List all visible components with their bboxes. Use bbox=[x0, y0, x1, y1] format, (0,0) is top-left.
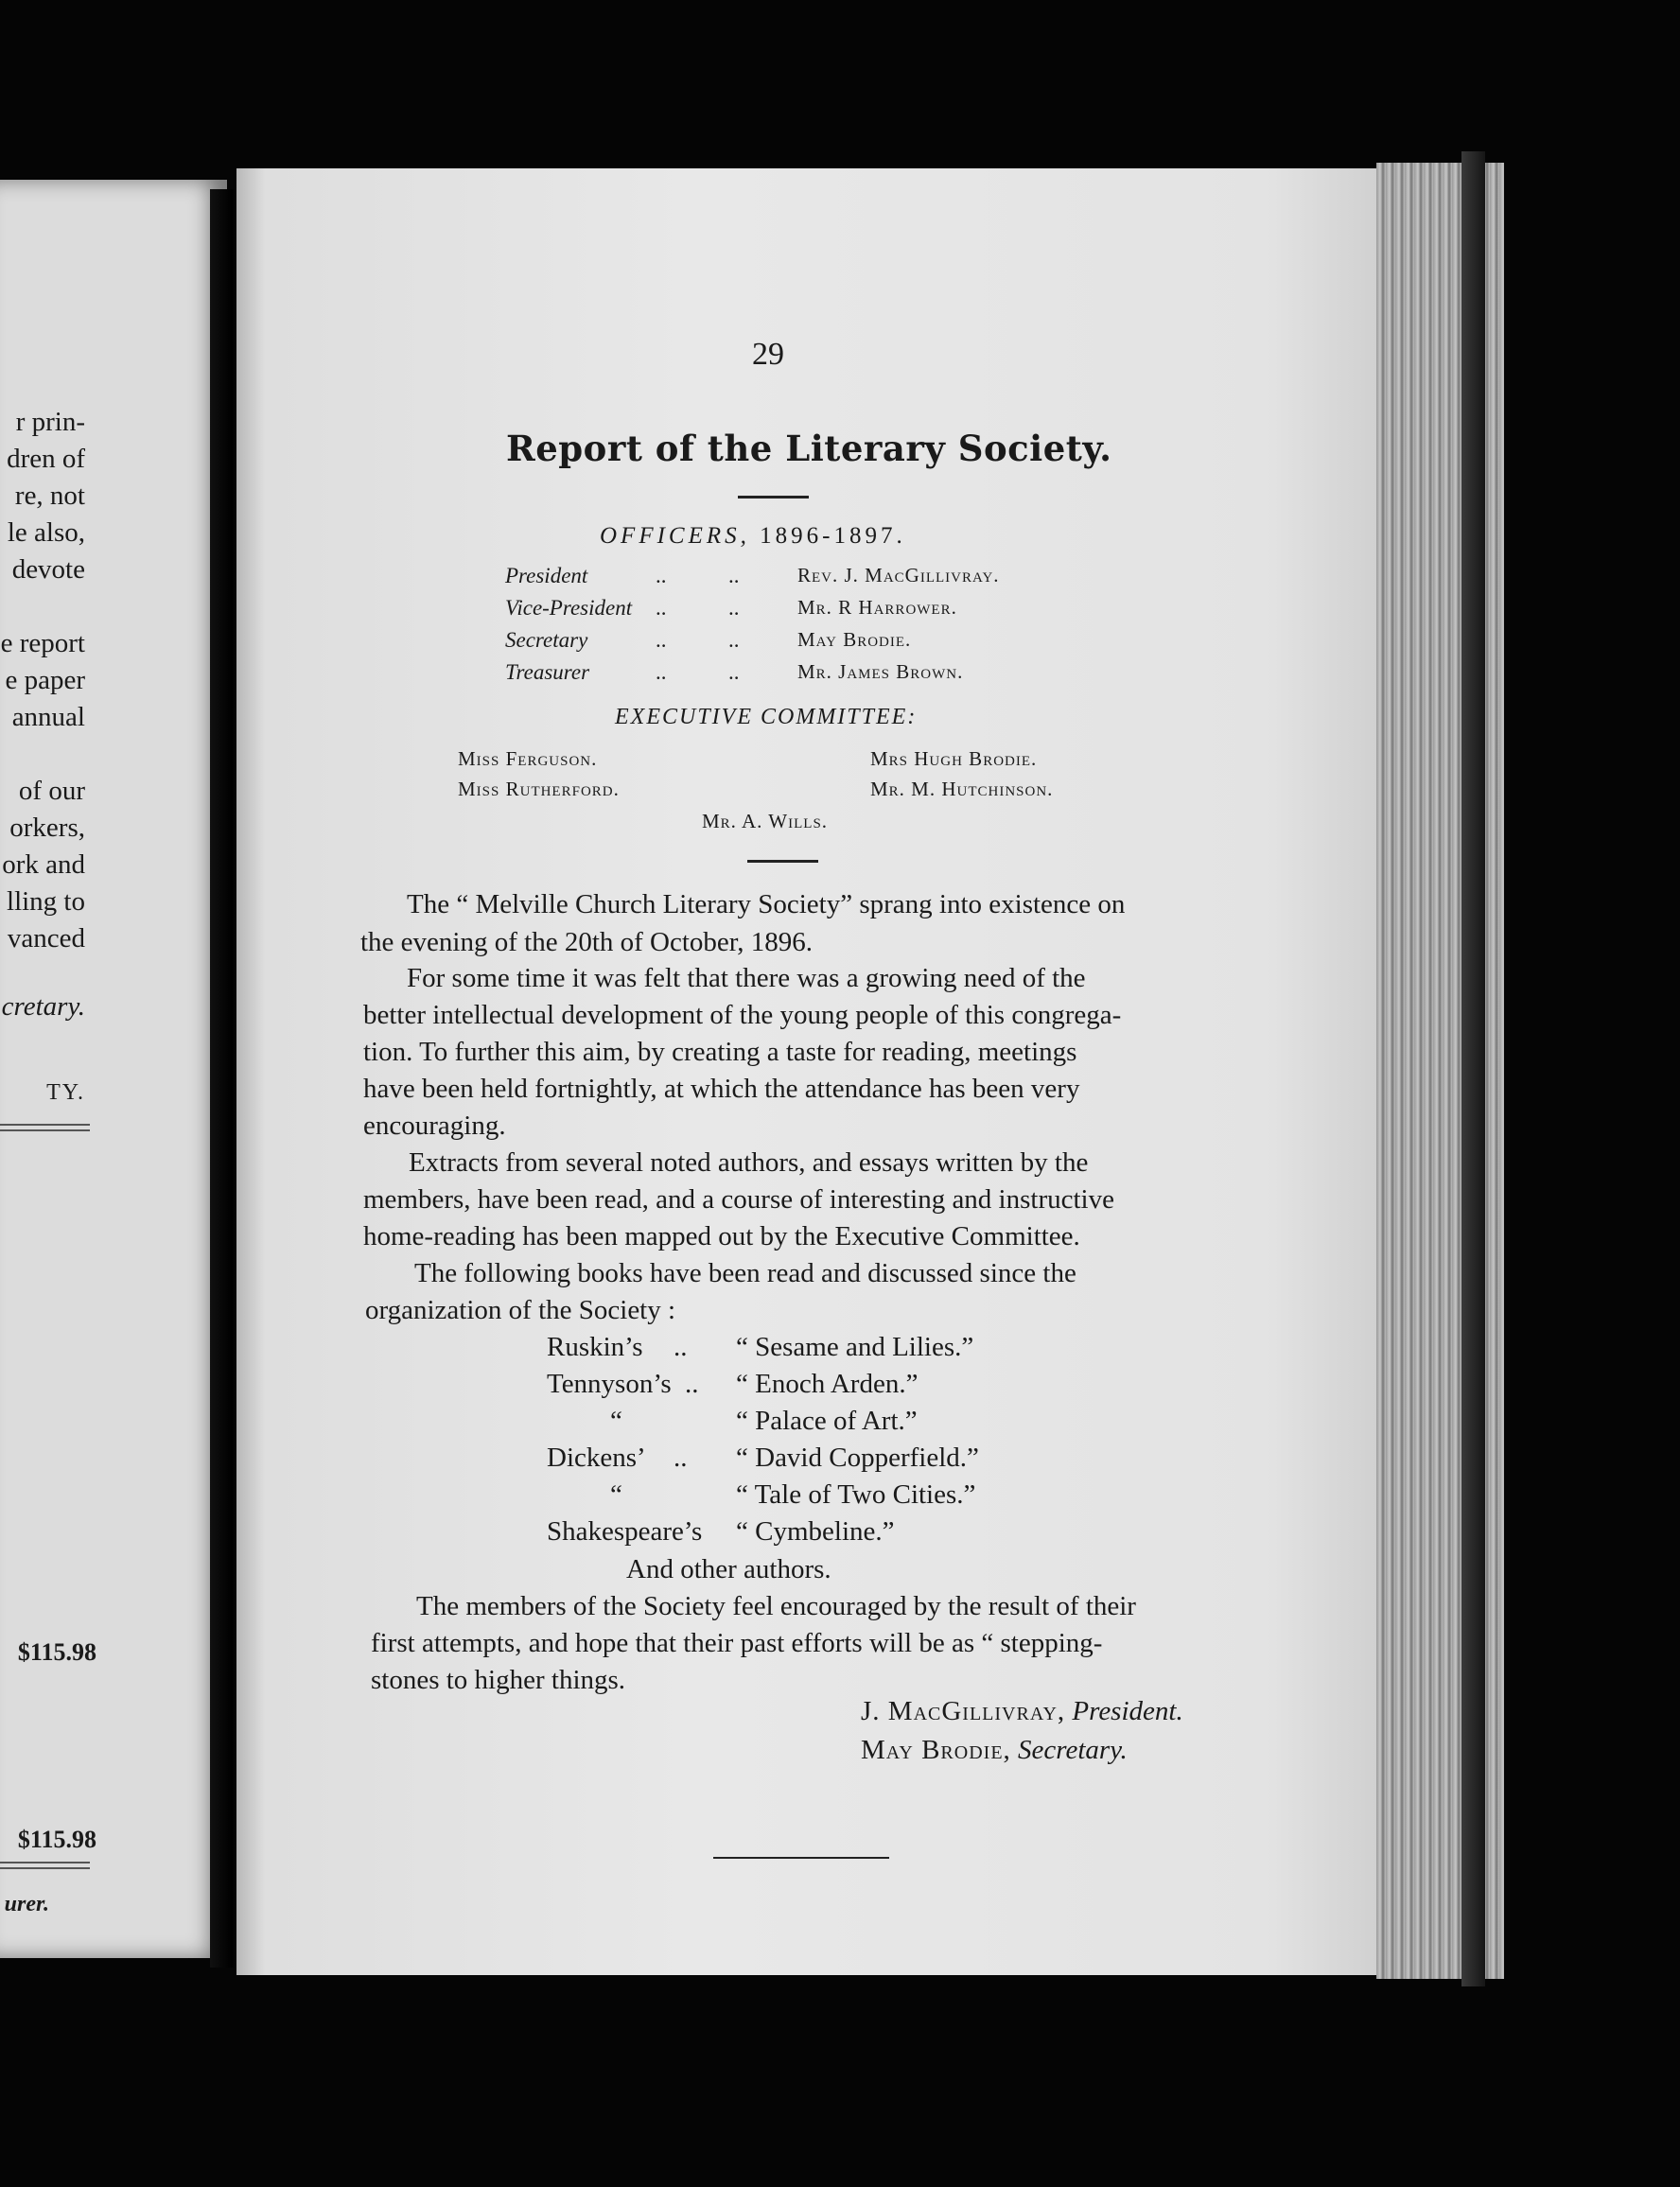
closing-line: stones to higher things. bbox=[371, 1665, 626, 1695]
left-page-rule bbox=[0, 1129, 90, 1131]
committee-member: Miss Rutherford. bbox=[458, 778, 620, 800]
book-dots: .. bbox=[674, 1443, 688, 1473]
book-dots: .. bbox=[685, 1369, 699, 1399]
left-amount-2: $115.98 bbox=[17, 1826, 96, 1853]
officer-name: Mr. James Brown. bbox=[797, 660, 964, 683]
body-line: The following books have been read and discussed since the bbox=[414, 1258, 1076, 1288]
officer-dots: .. bbox=[656, 596, 667, 620]
title-rule bbox=[738, 496, 809, 499]
officer-dots: .. bbox=[656, 628, 667, 652]
body-line: members, have been read, and a course of interesting and instructive bbox=[363, 1184, 1114, 1215]
left-page-rule bbox=[0, 1867, 90, 1869]
body-line: For some time it was felt that there was a growing need of the bbox=[407, 963, 1086, 993]
officer-dots: .. bbox=[728, 564, 740, 587]
body-line: the evening of the 20th of October, 1896. bbox=[360, 927, 814, 957]
officer-role: Vice-President bbox=[505, 596, 633, 620]
signature-title: Secretary. bbox=[1018, 1735, 1128, 1765]
committee-member: Mr. M. Hutchinson. bbox=[870, 778, 1054, 800]
officer-dots: .. bbox=[728, 596, 740, 620]
officers-heading bbox=[600, 523, 906, 550]
book-author: Shakespeare’s bbox=[547, 1516, 703, 1547]
book-title: “ David Copperfield.” bbox=[736, 1443, 979, 1473]
end-rule bbox=[713, 1857, 889, 1859]
book-title: “ Tale of Two Cities.” bbox=[736, 1479, 976, 1510]
officer-role: Treasurer bbox=[505, 660, 590, 684]
signature-president bbox=[861, 1696, 1183, 1727]
body-line: The “ Melville Church Literary Society” sprang into existence on bbox=[407, 889, 1126, 919]
left-page-line: orkers, bbox=[9, 813, 85, 843]
left-page-line: TY. bbox=[46, 1080, 85, 1105]
left-page-rule bbox=[0, 1862, 90, 1863]
officer-name: May Brodie. bbox=[797, 628, 912, 651]
officer-role: Secretary bbox=[505, 628, 588, 652]
officer-name: Rev. J. MacGillivray. bbox=[797, 564, 1000, 586]
book-author: Dickens’ bbox=[547, 1443, 646, 1473]
officer-role: President bbox=[505, 564, 588, 587]
book-cover-edge bbox=[1461, 151, 1485, 1986]
book-author: Tennyson’s bbox=[547, 1369, 672, 1399]
left-page-line: vanced bbox=[7, 923, 85, 954]
left-page-line: e paper bbox=[5, 665, 85, 695]
left-amount-1: $115.98 bbox=[17, 1638, 96, 1666]
left-page-line: dren of bbox=[7, 444, 85, 474]
body-line: tion. To further this aim, by creating a taste for reading, meetings bbox=[363, 1037, 1077, 1067]
page-number: 29 bbox=[752, 337, 784, 372]
body-line: better intellectual development of the young people of this congrega- bbox=[363, 1000, 1122, 1030]
left-page-line: ork and bbox=[2, 849, 85, 880]
left-page-line: e report bbox=[0, 628, 85, 658]
left-page-line: cretary. bbox=[1, 991, 85, 1022]
signature-title: President. bbox=[1072, 1696, 1183, 1726]
left-page-line: devote bbox=[11, 554, 85, 585]
book-author: Ruskin’s bbox=[547, 1332, 643, 1362]
book-dots: .. bbox=[674, 1332, 688, 1362]
body-line: encouraging. bbox=[363, 1111, 506, 1141]
body-line: have been held fortnightly, at which the attendance has been very bbox=[363, 1074, 1080, 1104]
signature-name: May Brodie, bbox=[861, 1735, 1011, 1765]
committee-rule bbox=[747, 860, 818, 863]
book-title: “ Palace of Art.” bbox=[736, 1406, 918, 1436]
left-page-line: of our bbox=[18, 776, 85, 806]
book-author-ditto: “ bbox=[610, 1406, 622, 1436]
left-page-rule bbox=[0, 1124, 90, 1126]
body-line: Extracts from several noted authors, and essays written by the bbox=[409, 1147, 1089, 1178]
other-authors: And other authors. bbox=[626, 1554, 831, 1584]
left-page-fragment bbox=[0, 180, 227, 1958]
book-title: “ Sesame and Lilies.” bbox=[736, 1332, 974, 1362]
left-page-line: lling to bbox=[7, 886, 85, 917]
officer-name: Mr. R Harrower. bbox=[797, 596, 957, 619]
left-page-footer: urer. bbox=[4, 1892, 49, 1916]
book-title: “ Cymbeline.” bbox=[736, 1516, 895, 1547]
closing-line: first attempts, and hope that their past efforts will be as “ stepping- bbox=[371, 1628, 1103, 1658]
committee-member: Mrs Hugh Brodie. bbox=[870, 747, 1038, 770]
officer-dots: .. bbox=[656, 660, 667, 684]
left-page-line: annual bbox=[11, 702, 85, 732]
officer-dots: .. bbox=[728, 660, 740, 684]
officers-heading-label: OFFICERS, bbox=[600, 523, 750, 549]
book-author-ditto: “ bbox=[610, 1479, 622, 1510]
left-page-line: re, not bbox=[14, 481, 85, 511]
report-title: Report of the Literary Society. bbox=[506, 428, 1112, 469]
signature-secretary bbox=[861, 1735, 1128, 1766]
signature-name: J. MacGillivray, bbox=[861, 1696, 1066, 1726]
left-page-line: r prin- bbox=[15, 407, 85, 437]
closing-line: The members of the Society feel encouraged by the result of their bbox=[416, 1591, 1136, 1621]
officers-years: 1896-1897. bbox=[760, 523, 906, 549]
officer-dots: .. bbox=[656, 564, 667, 587]
committee-member: Mr. A. Wills. bbox=[702, 810, 829, 832]
left-page-line: le also, bbox=[7, 517, 85, 548]
committee-member: Miss Ferguson. bbox=[458, 747, 598, 770]
book-title: “ Enoch Arden.” bbox=[736, 1369, 919, 1399]
body-line: organization of the Society : bbox=[365, 1295, 676, 1325]
executive-heading: EXECUTIVE COMMITTEE: bbox=[615, 705, 918, 729]
officer-dots: .. bbox=[728, 628, 740, 652]
body-line: home-reading has been mapped out by the Executive Committee. bbox=[363, 1221, 1080, 1251]
